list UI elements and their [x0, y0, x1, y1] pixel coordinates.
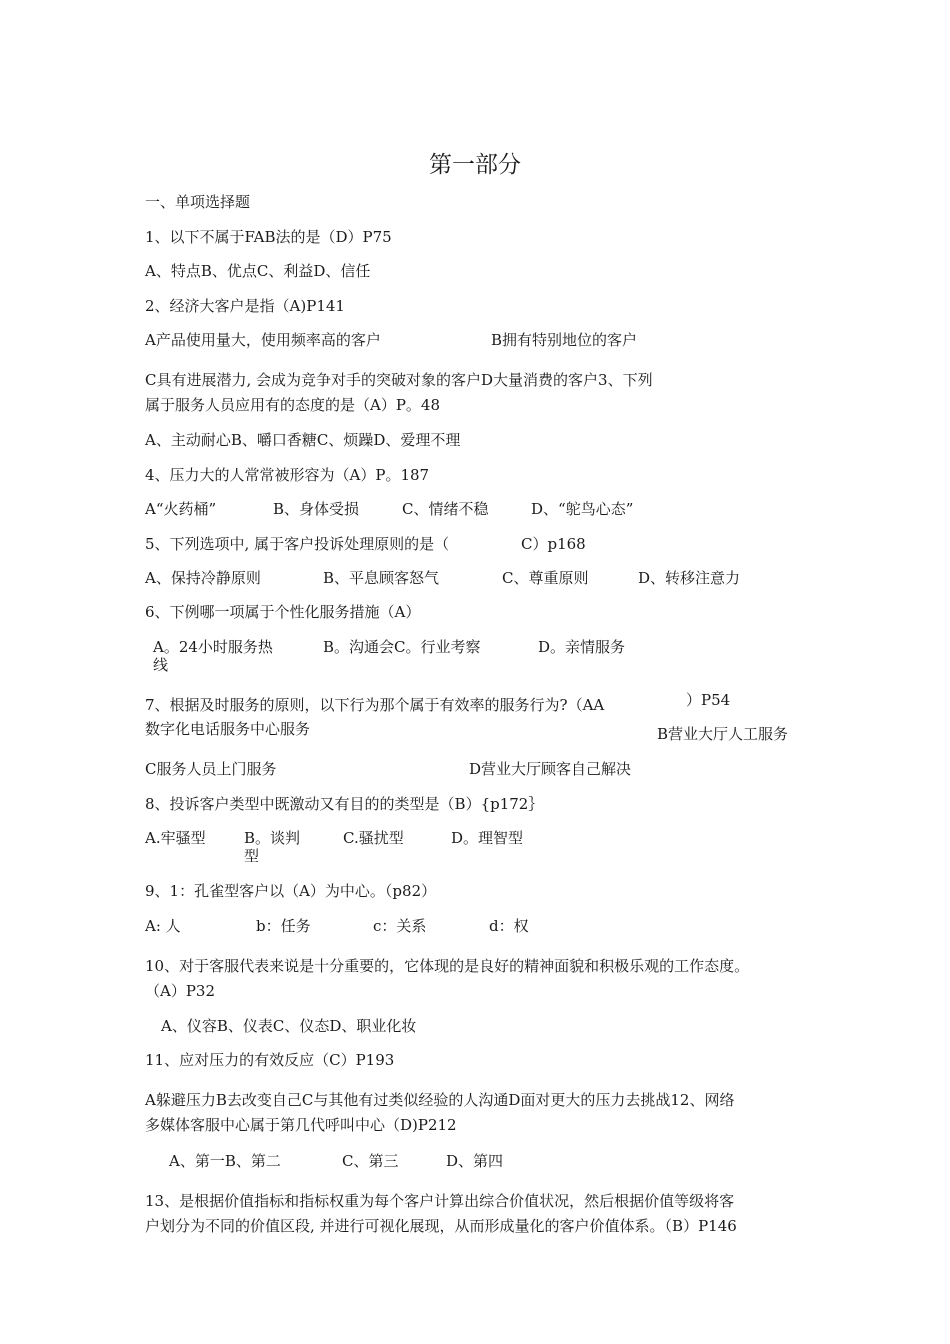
- question-4-option-d: D、“鸵鸟心态”: [531, 500, 634, 518]
- question-5-option-d: D、转移注意力: [638, 569, 741, 587]
- question-10-options: A、仪容B、仪表C、仪态D、职业化妆: [161, 1017, 417, 1035]
- question-6-option-d: D。亲情服务: [538, 638, 626, 656]
- question-1-options: A、特点B、优点C、利益D、信任: [145, 262, 371, 280]
- question-10-stem: 10、对于客服代表来说是十分重要的，它体现的是良好的精神面貌和积极乐观的工作态度。: [145, 957, 750, 975]
- question-10-stem-cont: （A）P32: [145, 982, 216, 1000]
- question-8-option-b: B。谈判: [244, 829, 301, 847]
- question-9-option-b: b：任务: [256, 917, 311, 935]
- question-2-option-a: A产品使用量大，使用频率高的客户: [145, 331, 381, 349]
- question-5-answer: C）p168: [521, 535, 586, 553]
- question-8-option-c: C.骚扰型: [343, 829, 404, 847]
- question-3-options: A、主动耐心B、嚼口香糖C、烦躁D、爱理不理: [145, 431, 461, 449]
- question-5-stem: 5、下列选项中, 属于客户投诉处理原则的是（: [145, 535, 450, 553]
- question-13-stem: 13、是根据价值指标和指标权重为每个客户计算出综合价值状况，然后根据价值等级将客: [145, 1192, 735, 1210]
- question-12-option-d: D、第四: [446, 1152, 504, 1170]
- question-11-stem: 11、应对压力的有效反应（C）P193: [145, 1051, 395, 1069]
- question-6-option-a-cont: 线: [153, 656, 169, 674]
- question-7-stem: 7、根据及时服务的原则，以下行为那个属于有效率的服务行为?（AA: [145, 696, 605, 714]
- question-13-stem-cont: 户划分为不同的价值区段, 并进行可视化展现，从而形成量化的客户价值体系。（B）P146: [145, 1217, 737, 1235]
- question-11-options: A躲避压力B去改变自己C与其他有过类似经验的人沟通D面对更大的压力去挑战12、网络: [145, 1091, 735, 1109]
- question-9-stem: 9、1：孔雀型客户以（A）为中心。（p82）: [145, 882, 437, 900]
- question-7-stem-tail: ）P54: [686, 691, 731, 709]
- question-7-option-c: C服务人员上门服务: [145, 760, 277, 778]
- question-12-stem: 多媒体客服中心属于第几代呼叫中心（D)P212: [145, 1116, 457, 1134]
- question-4-option-b: B、身体受损: [273, 500, 360, 518]
- question-8-option-d: D。理智型: [451, 829, 524, 847]
- question-4-stem: 4、压力大的人常常被形容为（A）P。187: [145, 466, 430, 484]
- question-2-stem: 2、经济大客户是指（A)P141: [145, 297, 345, 315]
- question-8-option-a: A.牢骚型: [145, 829, 206, 847]
- question-4-option-a: A“火药桶”: [145, 500, 217, 518]
- question-3-stem: 属于服务人员应用有的态度的是（A）P。48: [145, 396, 441, 414]
- question-7-option-d: D营业大厅顾客自己解决: [469, 760, 632, 778]
- question-9-option-d: d：权: [489, 917, 529, 935]
- question-2-option-b: B拥有特别地位的客户: [491, 331, 638, 349]
- question-4-option-c: C、情绪不稳: [402, 500, 489, 518]
- question-6-stem: 6、下例哪一项属于个性化服务措施（A）: [145, 603, 421, 621]
- section-heading: 一、单项选择题: [145, 193, 251, 211]
- question-5-option-c: C、尊重原则: [502, 569, 589, 587]
- question-8-stem: 8、投诉客户类型中既激动又有目的的类型是（B）{p172｝: [145, 795, 544, 813]
- question-12-option-ab: A、第一B、第二: [169, 1152, 281, 1170]
- question-9-option-a: A: 人: [145, 917, 181, 935]
- question-6-option-bc: B。沟通会C。行业考察: [323, 638, 481, 656]
- question-7-option-b: B营业大厅人工服务: [657, 725, 789, 743]
- question-5-option-b: B、平息顾客怒气: [323, 569, 440, 587]
- question-1-stem: 1、以下不属于FAB法的是（D）P75: [145, 228, 392, 246]
- question-5-option-a: A、保持冷静原则: [145, 569, 261, 587]
- question-8-option-b-cont: 型: [244, 847, 260, 865]
- question-7-option-a: 数字化电话服务中心服务: [145, 720, 311, 738]
- question-2-options-cd: C具有进展潜力, 会成为竞争对手的突破对象的客户D大量消费的客户3、下列: [145, 371, 653, 389]
- question-12-option-c: C、第三: [342, 1152, 399, 1170]
- question-6-option-a: A。24小时服务热: [153, 638, 273, 656]
- page-title: 第一部分: [429, 152, 521, 178]
- question-9-option-c: c：关系: [373, 917, 427, 935]
